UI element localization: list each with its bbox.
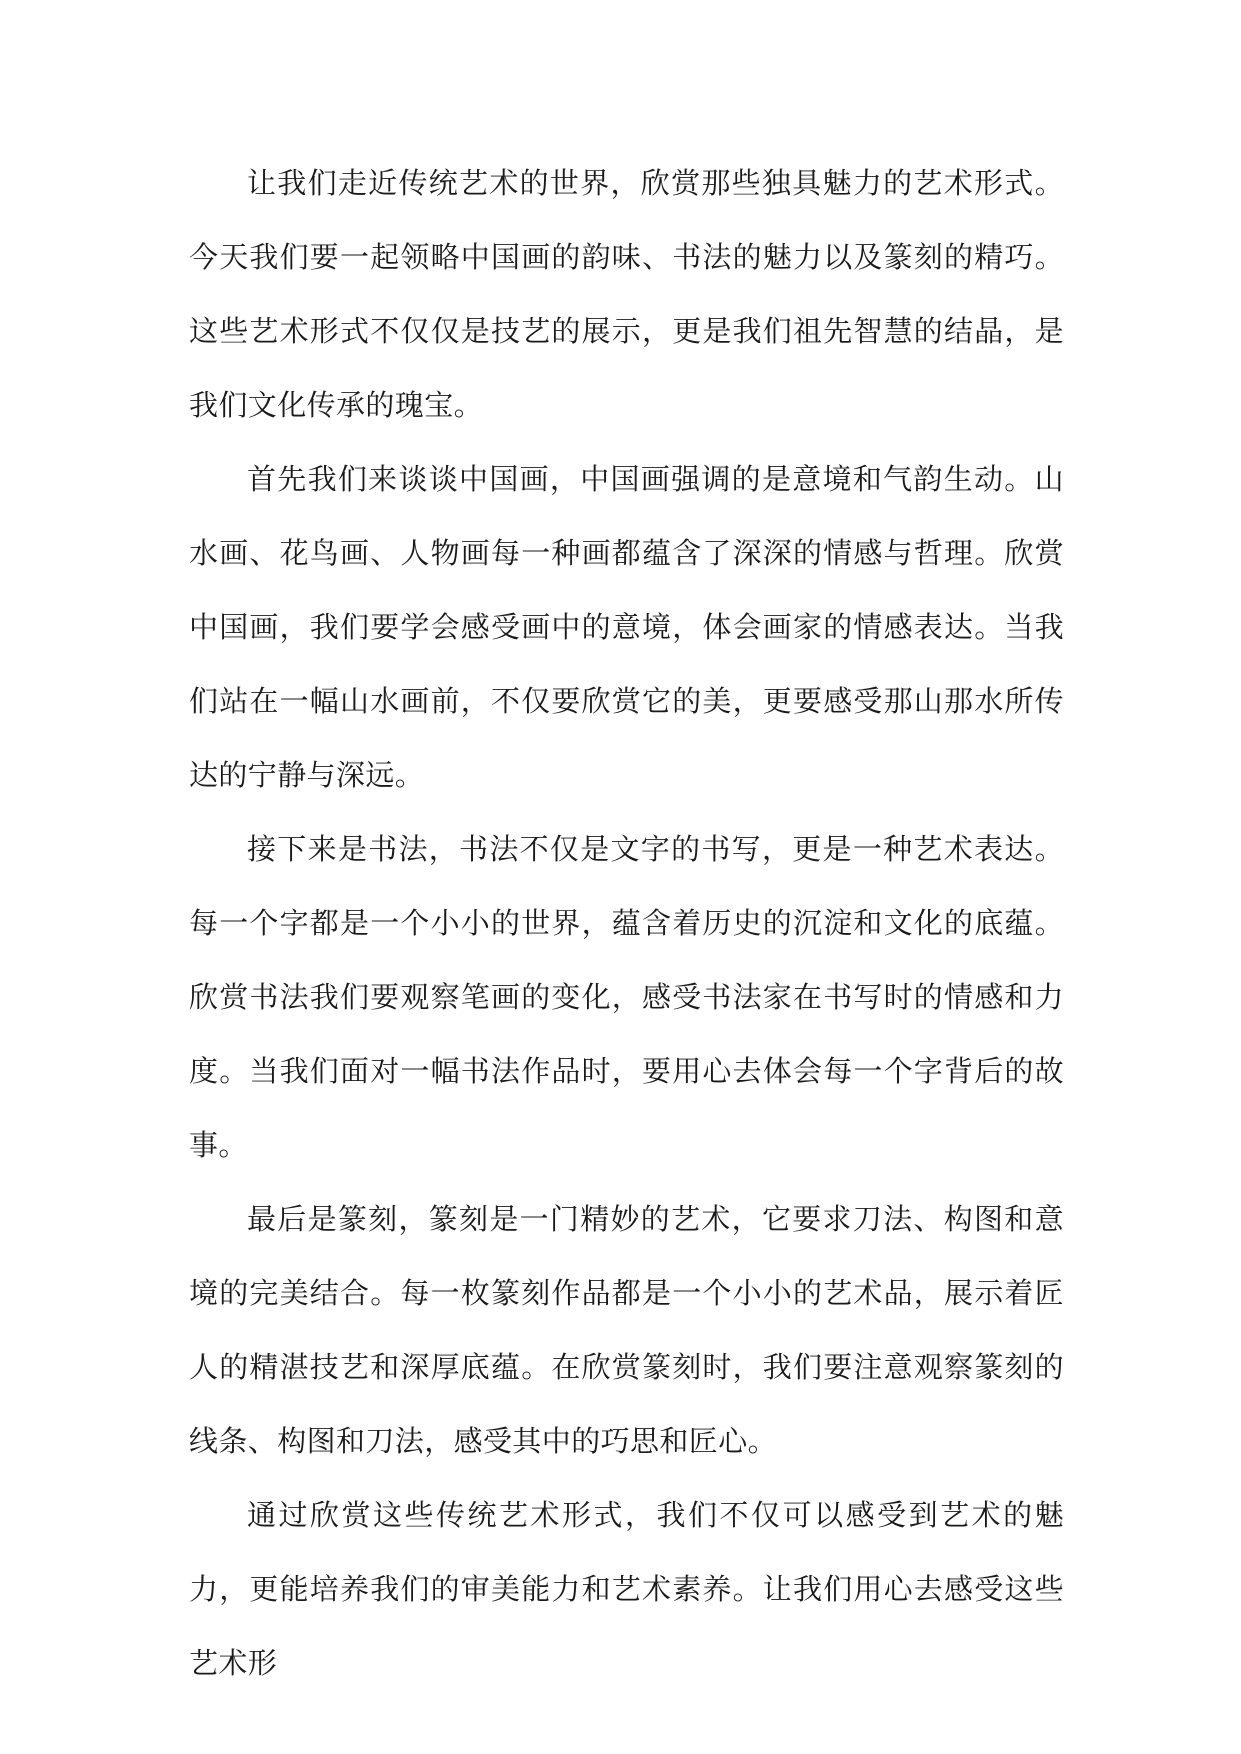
paragraph-chinese-painting: 首先我们来谈谈中国画，中国画强调的是意境和气韵生动。山水画、花鸟画、人物画每一种画都蕴含了深深的情感与哲理。欣赏中国画，我们要学会感受画中的意境，体会画家的情感表达。当我们站在一幅山水画前，不仅要欣赏它的美，更要感受那山那水所传达的宁静与深远。 bbox=[189, 462, 1064, 792]
paragraph-calligraphy: 接下来是书法，书法不仅是文字的书写，更是一种艺术表达。每一个字都是一个小小的世界，蕴含着历史的沉淀和文化的底蕴。欣赏书法我们要观察笔画的变化，感受书法家在书写时的情感和力度。当我们面对一幅书法作品时，要用心去体会每一个字背后的故事。 bbox=[189, 832, 1064, 1162]
paragraph-conclusion: 通过欣赏这些传统艺术形式，我们不仅可以感受到艺术的魅力，更能培养我们的审美能力和艺术素养。让我们用心去感受这些艺术形 bbox=[189, 1498, 1064, 1680]
document-body bbox=[189, 146, 1064, 1700]
paragraph-intro: 让我们走近传统艺术的世界，欣赏那些独具魅力的艺术形式。今天我们要一起领略中国画的韵味、书法的魅力以及篆刻的精巧。这些艺术形式不仅仅是技艺的展示，更是我们祖先智慧的结晶，是我们文化传承的瑰宝。 bbox=[189, 166, 1064, 422]
paragraph-seal-carving: 最后是篆刻，篆刻是一门精妙的艺术，它要求刀法、构图和意境的完美结合。每一枚篆刻作品都是一个小小的艺术品，展示着匠人的精湛技艺和深厚底蕴。在欣赏篆刻时，我们要注意观察篆刻的线条、构图和刀法，感受其中的巧思和匠心。 bbox=[189, 1202, 1064, 1458]
